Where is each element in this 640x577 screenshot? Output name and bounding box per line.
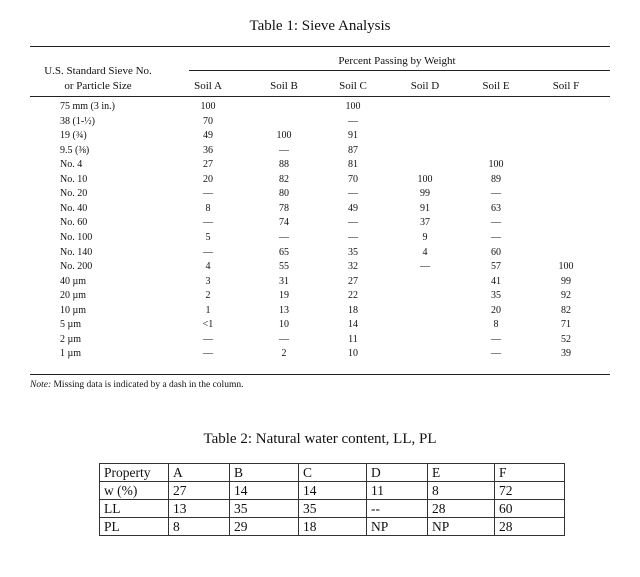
- percent-passing-cell: 82: [279, 173, 289, 185]
- t2-header-f: F: [495, 464, 565, 482]
- t2-header-c: C: [299, 464, 367, 482]
- percent-passing-cell: 100: [200, 101, 216, 112]
- percent-passing-cell: 99: [561, 275, 571, 287]
- percent-passing-cell: —: [203, 217, 213, 229]
- percent-passing-cell: 100: [345, 101, 361, 112]
- sieve-row-label: No. 40: [60, 202, 88, 214]
- column-header-soil-a: Soil A: [194, 80, 222, 92]
- percent-passing-cell: 2: [205, 290, 211, 302]
- column-header-soil-d: Soil D: [410, 80, 440, 92]
- sieve-row-label: No. 140: [60, 246, 93, 258]
- sieve-row-label: No. 20: [60, 188, 88, 200]
- percent-passing-cell: —: [491, 188, 501, 200]
- note-label: Note:: [30, 380, 52, 390]
- percent-passing-cell: 32: [348, 261, 358, 273]
- column-header-soil-b: Soil B: [270, 80, 298, 92]
- percent-passing-cell: 100: [417, 173, 433, 185]
- sieve-header-line2: or Particle Size: [64, 80, 132, 92]
- percent-passing-cell: 82: [561, 304, 571, 316]
- t2-cell: w (%): [100, 482, 169, 500]
- percent-passing-cell: —: [491, 231, 501, 243]
- percent-passing-cell: 4: [422, 246, 428, 258]
- table2: [99, 463, 565, 536]
- table2-header-row: [100, 464, 565, 482]
- percent-passing-cell: 65: [279, 246, 289, 258]
- percent-passing-cell: —: [348, 217, 358, 229]
- column-header-soil-f: Soil F: [552, 80, 580, 92]
- percent-passing-cell: 22: [348, 290, 358, 302]
- table1-header-rule: [30, 96, 610, 97]
- percent-passing-cell: 63: [491, 202, 501, 214]
- t2-cell: 14: [230, 482, 299, 500]
- sieve-row-label: No. 200: [60, 261, 93, 273]
- t2-cell: 28: [495, 518, 565, 536]
- t2-cell: NP: [428, 518, 495, 536]
- percent-passing-cell: 70: [203, 115, 213, 127]
- percent-passing-cell: 27: [203, 159, 213, 171]
- sieve-row-label: 38 (1-½): [60, 115, 95, 127]
- sieve-row-label: No. 10: [60, 173, 88, 185]
- percent-passing-cell: 8: [205, 202, 211, 214]
- t2-cell: 35: [299, 500, 367, 518]
- sieve-row-label: 2 µm: [60, 333, 82, 345]
- percent-passing-cell: 55: [279, 261, 289, 273]
- percent-passing-cell: 87: [348, 144, 358, 156]
- t2-cell: --: [367, 500, 428, 518]
- table1-title: Table 1: Sieve Analysis: [249, 18, 391, 34]
- percent-passing-cell: 49: [203, 130, 213, 142]
- percent-passing-cell: —: [279, 231, 289, 243]
- percent-passing-cell: 81: [348, 159, 358, 171]
- percent-passing-cell: —: [203, 348, 213, 360]
- percent-passing-cell: 35: [348, 246, 358, 258]
- percent-passing-cell: —: [420, 261, 430, 273]
- percent-passing-cell: 49: [348, 202, 358, 214]
- percent-passing-cell: 100: [488, 159, 504, 171]
- percent-passing-cell: —: [348, 115, 358, 127]
- percent-passing-cell: 37: [420, 217, 430, 229]
- table1-note: [30, 380, 243, 390]
- percent-passing-cell: 88: [279, 159, 289, 171]
- sieve-header-line1: U.S. Standard Sieve No.: [44, 65, 152, 77]
- t2-header-a: A: [169, 464, 230, 482]
- t2-cell: 8: [428, 482, 495, 500]
- percent-passing-cell: —: [203, 246, 213, 258]
- sieve-row-label: 1 µm: [60, 348, 82, 360]
- note-text: Missing data is indicated by a dash in the column.: [51, 380, 244, 390]
- t2-cell: 72: [495, 482, 565, 500]
- percent-passing-cell: —: [279, 144, 289, 156]
- percent-passing-cell: 91: [420, 202, 430, 214]
- t2-cell: PL: [100, 518, 169, 536]
- percent-passing-cell: 52: [561, 333, 571, 345]
- group-header-rule: [189, 70, 610, 71]
- percent-passing-cell: 20: [491, 304, 501, 316]
- t2-header-property: Property: [100, 464, 169, 482]
- percent-passing-cell: 18: [348, 304, 358, 316]
- t2-cell: 11: [367, 482, 428, 500]
- sieve-row-label: 19 (¾): [60, 130, 87, 142]
- t2-header-b: B: [230, 464, 299, 482]
- percent-passing-cell: 71: [561, 319, 571, 331]
- t2-cell: 27: [169, 482, 230, 500]
- percent-passing-cell: 92: [561, 290, 571, 302]
- table2-row: [100, 500, 565, 518]
- t2-cell: 35: [230, 500, 299, 518]
- percent-passing-cell: 57: [491, 261, 501, 273]
- sieve-row-label: 9.5 (⅜): [60, 144, 90, 156]
- percent-passing-cell: 13: [279, 304, 289, 316]
- percent-passing-cell: 80: [279, 188, 289, 200]
- table1-top-rule: [30, 46, 610, 47]
- percent-passing-cell: 4: [205, 261, 211, 273]
- percent-passing-cell: —: [348, 231, 358, 243]
- percent-passing-cell: 11: [348, 333, 358, 345]
- percent-passing-cell: 27: [348, 275, 358, 287]
- percent-passing-cell: —: [491, 217, 501, 229]
- t2-header-d: D: [367, 464, 428, 482]
- percent-passing-cell: 14: [348, 319, 358, 331]
- sieve-row-label: No. 100: [60, 231, 93, 243]
- t2-cell: 14: [299, 482, 367, 500]
- percent-passing-cell: 10: [279, 319, 289, 331]
- percent-passing-cell: —: [348, 188, 358, 200]
- t2-cell: LL: [100, 500, 169, 518]
- percent-passing-cell: 19: [279, 290, 289, 302]
- sieve-row-label: 5 µm: [60, 319, 82, 331]
- percent-passing-cell: —: [279, 333, 289, 345]
- percent-passing-cell: 39: [561, 348, 571, 360]
- percent-passing-cell: 10: [348, 348, 358, 360]
- percent-passing-cell: 74: [279, 217, 289, 229]
- percent-passing-cell: 100: [276, 130, 292, 142]
- percent-passing-cell: 36: [203, 144, 213, 156]
- t2-header-e: E: [428, 464, 495, 482]
- percent-passing-cell: —: [203, 188, 213, 200]
- percent-passing-cell: 8: [493, 319, 499, 331]
- percent-passing-cell: 60: [491, 246, 501, 258]
- percent-passing-cell: —: [491, 333, 501, 345]
- t2-cell: 60: [495, 500, 565, 518]
- percent-passing-cell: —: [203, 333, 213, 345]
- column-header-soil-e: Soil E: [482, 80, 510, 92]
- percent-passing-cell: 3: [205, 275, 211, 287]
- sieve-row-label: No. 4: [60, 159, 83, 171]
- percent-passing-cell: 31: [279, 275, 289, 287]
- percent-passing-cell: 100: [558, 261, 574, 273]
- sieve-column-header: [30, 64, 166, 94]
- sieve-row-label: No. 60: [60, 217, 88, 229]
- column-header-soil-c: Soil C: [339, 80, 367, 92]
- table2-row: [100, 518, 565, 536]
- percent-passing-cell: 9: [422, 231, 428, 243]
- percent-passing-cell: 78: [279, 202, 289, 214]
- percent-passing-cell: 2: [281, 348, 287, 360]
- percent-passing-cell: 89: [491, 173, 501, 185]
- t2-cell: 29: [230, 518, 299, 536]
- percent-passing-cell: 91: [348, 130, 358, 142]
- t2-cell: 18: [299, 518, 367, 536]
- percent-passing-cell: 41: [491, 275, 501, 287]
- percent-passing-cell: 99: [420, 188, 430, 200]
- t2-cell: 13: [169, 500, 230, 518]
- sieve-row-label: 10 µm: [60, 304, 87, 316]
- sieve-row-label: 20 µm: [60, 290, 87, 302]
- t2-cell: 28: [428, 500, 495, 518]
- percent-passing-cell: 5: [205, 231, 211, 243]
- percent-passing-cell: 1: [205, 304, 211, 316]
- percent-passing-cell: 70: [348, 173, 358, 185]
- percent-passing-cell: 35: [491, 290, 501, 302]
- sieve-row-label: 40 µm: [60, 275, 87, 287]
- table1-bottom-rule: [30, 374, 610, 375]
- percent-passing-header: Percent Passing by Weight: [338, 55, 456, 67]
- percent-passing-cell: 20: [203, 173, 213, 185]
- table2-row: [100, 482, 565, 500]
- sieve-row-label: 75 mm (3 in.): [60, 101, 115, 112]
- t2-cell: NP: [367, 518, 428, 536]
- table2-title: Table 2: Natural water content, LL, PL: [203, 431, 437, 447]
- t2-cell: 8: [169, 518, 230, 536]
- percent-passing-cell: <1: [202, 319, 214, 331]
- percent-passing-cell: —: [491, 348, 501, 360]
